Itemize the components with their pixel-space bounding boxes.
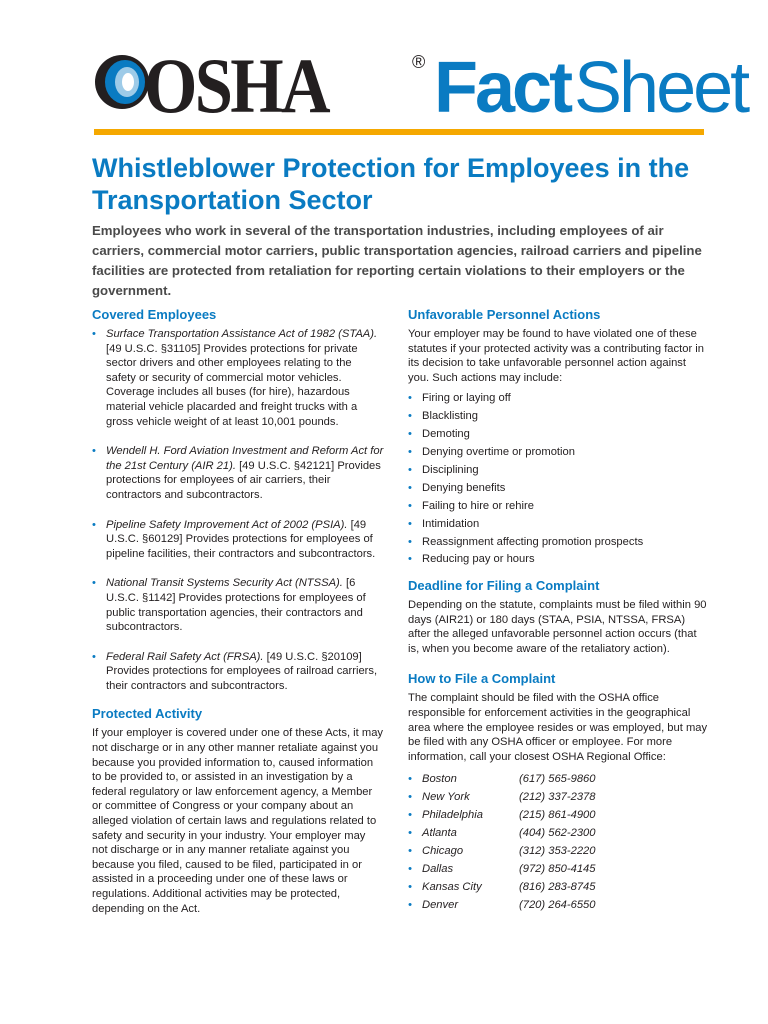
covered-act-item — [92, 576, 384, 634]
registered-mark: ® — [412, 52, 426, 72]
deadline-heading: Deadline for Filing a Complaint — [408, 577, 600, 593]
sheet-wordmark: Sheet — [574, 48, 748, 128]
covered-act-item — [92, 650, 384, 694]
left-column — [92, 306, 384, 916]
office-city: Denver — [422, 899, 459, 912]
unfavorable-action-item: • Disciplining — [408, 463, 708, 478]
unfavorable-action-item: • Intimidation — [408, 517, 708, 532]
unfavorable-action-item: • Denying overtime or promotion — [408, 445, 708, 460]
unfavorable-action-item: • Failing to hire or rehire — [408, 499, 708, 514]
act-name: Pipeline Safety Improvement Act of 2002 (PSIA). — [106, 518, 348, 531]
office-city: Kansas City — [422, 881, 482, 894]
deadline-body: Depending on the statute, complaints must be filed within 90 days (AIR21) or 180 days (STAA, PSIA, NTSSA, FRSA) after the alleged unfavorable personnel action occurs (that is, when you become aware of the retaliatory action). — [408, 598, 707, 655]
office-phone: (215) 861-4900 — [519, 809, 596, 822]
regional-offices-list — [408, 772, 708, 912]
office-city: New York — [422, 791, 470, 804]
unfavorable-actions-list — [408, 391, 708, 567]
office-phone: (720) 264-6550 — [519, 899, 596, 912]
act-description: [49 U.S.C. §42121] Provides protections for employees of air carriers, their contractors and subcontractors. — [106, 459, 381, 501]
office-city: Dallas — [422, 863, 454, 876]
osha-wordmark: OSHA — [144, 42, 328, 129]
covered-act-item — [92, 327, 384, 429]
unfavorable-action-item: • Demoting — [408, 427, 708, 442]
office-phone: (404) 562-2300 — [519, 827, 596, 840]
office-city: Chicago — [422, 845, 464, 858]
unfavorable-action-item: • Blacklisting — [408, 409, 708, 424]
osha-logo-icon — [94, 54, 150, 110]
unfavorable-action-item: • Firing or laying off — [408, 391, 708, 406]
page-title: Whistleblower Protection for Employees in the Transportation Sector — [92, 153, 690, 215]
regional-office-item — [408, 862, 708, 877]
regional-office-item — [408, 772, 708, 787]
act-description: [49 U.S.C. §31105] Provides protections for private sector drivers and other employees relating to the safety or security of commercial motor vehicles. Coverage includes all buses (for hire), hazardous material vehicle placarded and freight trucks with a gross vehicle weight of at least 10,001 pounds. — [106, 342, 358, 428]
office-phone: (816) 283-8745 — [519, 881, 596, 894]
office-phone: (212) 337-2378 — [519, 791, 596, 804]
office-phone: (312) 353-2220 — [519, 845, 596, 858]
act-description: [49 U.S.C. §60129] Provides protections for employees of pipeline facilities, their contractors and subcontractors. — [106, 518, 376, 560]
header-divider — [94, 129, 704, 135]
act-name: Wendell H. Ford Aviation Investment and Reform Act for the 21st Century (AIR 21). — [106, 445, 384, 472]
act-name: National Transit Systems Security Act (NTSSA). — [106, 577, 343, 590]
act-name: Federal Rail Safety Act (FRSA). — [106, 650, 264, 663]
right-column — [408, 306, 708, 916]
covered-employees-heading: Covered Employees — [92, 307, 217, 322]
regional-office-item — [408, 898, 708, 913]
covered-acts-list — [92, 327, 384, 693]
how-to-file-heading: How to File a Complaint — [408, 671, 556, 687]
fact-wordmark: Fact — [434, 48, 571, 128]
regional-office-item — [408, 826, 708, 841]
unfavorable-action-item: • Denying benefits — [408, 481, 708, 496]
office-city: Atlanta — [422, 827, 457, 840]
act-description: [6 U.S.C. §1142] Provides protections for employees of public transportation agencies, their contractors and subcontractors. — [106, 577, 366, 634]
protected-activity-body: If your employer is covered under one of these Acts, it may not discharge or in any other manner retaliate against you because you provided information to, caused information to be provided to, or assisted in an investigation by a federal regulatory or law enforcement agency, a Member or committee of Congress or your company about an alleged violation of certain laws and regulations related to safety and security in your industry. Your employer may not discharge or in any manner retaliate against you because you filed, caused to be filed, participated in or assisted in a proceeding under one of these laws or regulations. Additional activities may be protected, depending on the Act. — [92, 727, 384, 915]
act-description: [49 U.S.C. §20109] Provides protections for employees of railroad carriers, their contractors and subcontractors. — [106, 650, 378, 692]
regional-office-item — [408, 880, 708, 895]
unfavorable-action-item: • Reducing pay or hours — [408, 552, 708, 567]
unfavorable-action-item: • Reassignment affecting promotion prospects — [408, 535, 708, 550]
factsheet-header — [94, 40, 748, 130]
protected-activity-heading: Protected Activity — [92, 706, 203, 722]
office-city: Boston — [422, 773, 457, 786]
covered-act-item — [92, 444, 384, 502]
unfavorable-actions-body: Your employer may be found to have violated one of these statutes if your protected activity was a contributing factor in its decision to take unfavorable personnel action against you. Such actions may include: — [408, 328, 704, 384]
regional-office-item — [408, 808, 708, 823]
office-phone: (972) 850-4145 — [519, 863, 596, 876]
how-to-file-body: The complaint should be filed with the OSHA office responsible for enforcement activities in the geographical area where the employee resides or was employed, but may be filed with any OSHA officer or employee. For more information, call your closest OSHA Regional Office: — [408, 692, 708, 763]
regional-office-item — [408, 790, 708, 805]
office-city: Philadelphia — [422, 809, 483, 822]
regional-office-item — [408, 844, 708, 859]
unfavorable-actions-heading: Unfavorable Personnel Actions — [408, 307, 601, 322]
intro-paragraph: Employees who work in several of the transportation industries, including employees of air carriers, commercial motor carriers, public transportation agencies, railroad carriers and pipeline facilities are protected from retaliation for reporting certain violations to their employers or the government. — [92, 223, 702, 298]
act-name: Surface Transportation Assistance Act of 1982 (STAA). — [106, 328, 378, 340]
office-phone: (617) 565-9860 — [519, 773, 596, 786]
covered-act-item — [92, 518, 384, 562]
